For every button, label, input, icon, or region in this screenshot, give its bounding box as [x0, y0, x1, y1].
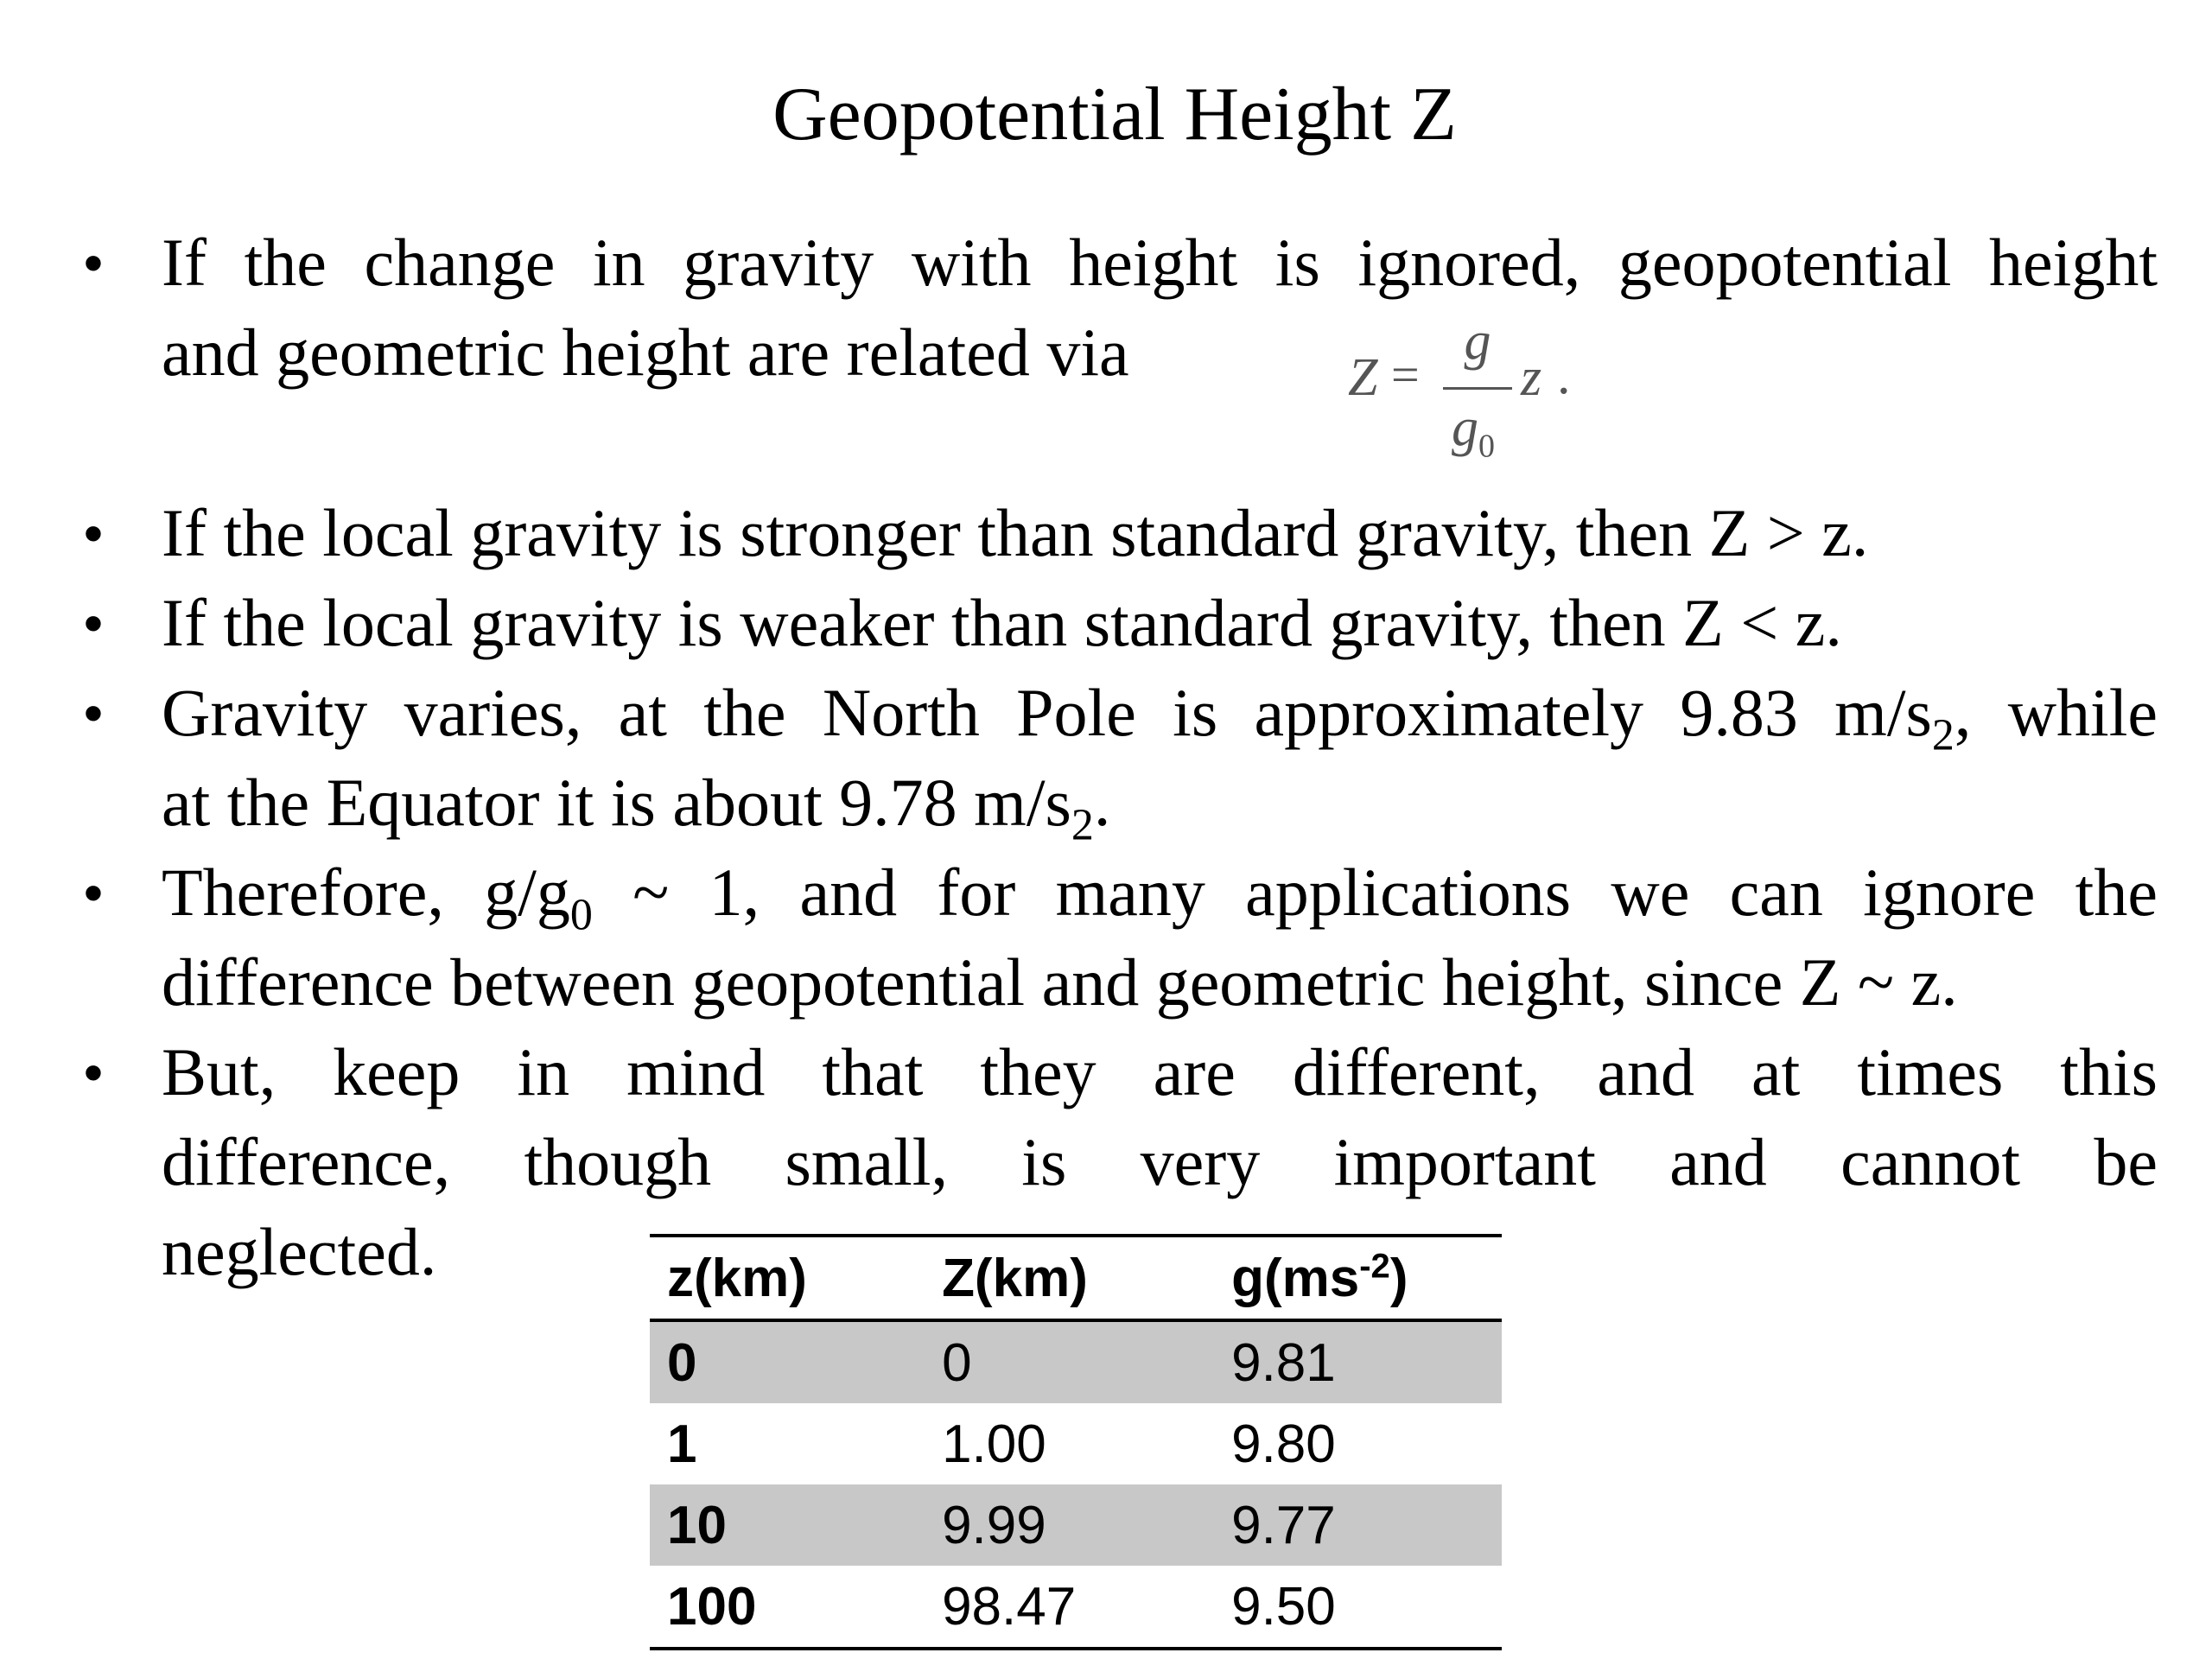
table-row	[650, 1566, 1502, 1649]
bullet-5-line-1-pre: Therefore, g/g	[162, 855, 570, 930]
table-cell: 1	[667, 1414, 697, 1474]
bullet-dot: •	[83, 232, 104, 294]
formula-denominator	[1452, 397, 1495, 465]
table-header-g	[1214, 1236, 1502, 1320]
formula-fraction-bar	[1443, 387, 1512, 390]
formula-end: .	[1557, 346, 1571, 405]
bullet-5-line-1-post: ~ 1, and for many applications we can ignore the	[592, 855, 2158, 930]
table-cell: 1.00	[942, 1414, 1046, 1474]
table-header-g-sup: -2	[1359, 1246, 1390, 1285]
bullet-4-line-1-post: , while	[1954, 675, 2158, 750]
table-row	[650, 1403, 1502, 1484]
bullet-dot: •	[83, 592, 104, 654]
formula-numerator: g	[1464, 312, 1491, 371]
table-cell: 10	[650, 1484, 925, 1566]
bullet-2-text	[162, 488, 2158, 578]
table-header-g-close: )	[1389, 1248, 1408, 1308]
table-cell: 98.47	[925, 1566, 1214, 1649]
bullet-1-line-2: and geometric height are related via	[162, 315, 1129, 390]
slide-title: Geopotential Height Z	[772, 73, 1457, 156]
bullet-4-line-1-sub: 2	[1931, 710, 1955, 758]
table-header-g-base: g(ms	[1231, 1248, 1360, 1308]
bullet-4-line-2-sub: 2	[1071, 800, 1094, 850]
bullet-6-line-3: neglected.	[162, 1214, 437, 1289]
table-cell: 9.50	[1214, 1566, 1502, 1649]
bullet-1-line-1: If the change in gravity with height is ignored, geopotential height	[162, 225, 2158, 300]
formula	[1348, 311, 1590, 467]
table-cell: 9.80	[1231, 1414, 1336, 1474]
table-header-row	[650, 1236, 1502, 1320]
formula-denominator-sub: 0	[1478, 428, 1495, 465]
bullet-4-line-2	[162, 758, 2158, 848]
bullet-5-text	[162, 848, 2158, 1027]
table-cell: 9.81	[1214, 1320, 1502, 1403]
bullet-4-line-2-pre: at the Equator it is about 9.78 m/s	[162, 765, 1071, 840]
formula-denominator-base: g	[1452, 398, 1478, 457]
bullet-dot: •	[83, 861, 104, 924]
bullet-dot: •	[83, 502, 104, 564]
bullet-5-line-2: difference between geopotential and geometric height, since Z ~ z.	[162, 944, 1958, 1020]
gravity-table	[650, 1234, 1502, 1650]
bullet-4-line-1	[162, 668, 2158, 758]
formula-lhs: Z	[1348, 348, 1378, 407]
table-cell: 9.77	[1214, 1484, 1502, 1566]
bullet-5-line-1-sub: 0	[569, 890, 593, 938]
table-cell: 0	[925, 1320, 1214, 1403]
bullet-6-line-1: But, keep in mind that they are different, and at times this	[162, 1034, 2158, 1109]
bullet-5-line-1	[162, 848, 2158, 938]
table-cell: 100	[650, 1566, 925, 1649]
bullet-4-text	[162, 668, 2158, 848]
table-row	[650, 1320, 1502, 1403]
formula-factor: z	[1521, 348, 1542, 407]
bullet-4-line-1-pre: Gravity varies, at the North Pole is approximately 9.83 m/s	[162, 675, 1932, 750]
table-header-z: z(km)	[650, 1236, 925, 1320]
table-header-Z: Z(km)	[925, 1236, 1214, 1320]
table-cell: 0	[650, 1320, 925, 1403]
bullet-2-line-1: If the local gravity is stronger than standard gravity, then Z > z.	[162, 495, 1869, 570]
table-row	[650, 1484, 1502, 1566]
bullet-1-text	[162, 218, 2158, 397]
bullet-3-text	[162, 578, 2158, 668]
bullet-3-line-1: If the local gravity is weaker than standard gravity, then Z < z.	[162, 585, 1842, 660]
bullet-6-line-2: difference, though small, is very important and cannot be	[162, 1124, 2158, 1199]
bullet-4-line-2-post: .	[1093, 765, 1111, 840]
bullet-dot: •	[83, 1041, 104, 1103]
formula-equals: =	[1391, 346, 1420, 403]
bullet-dot: •	[83, 682, 104, 744]
table-cell: 9.99	[925, 1484, 1214, 1566]
